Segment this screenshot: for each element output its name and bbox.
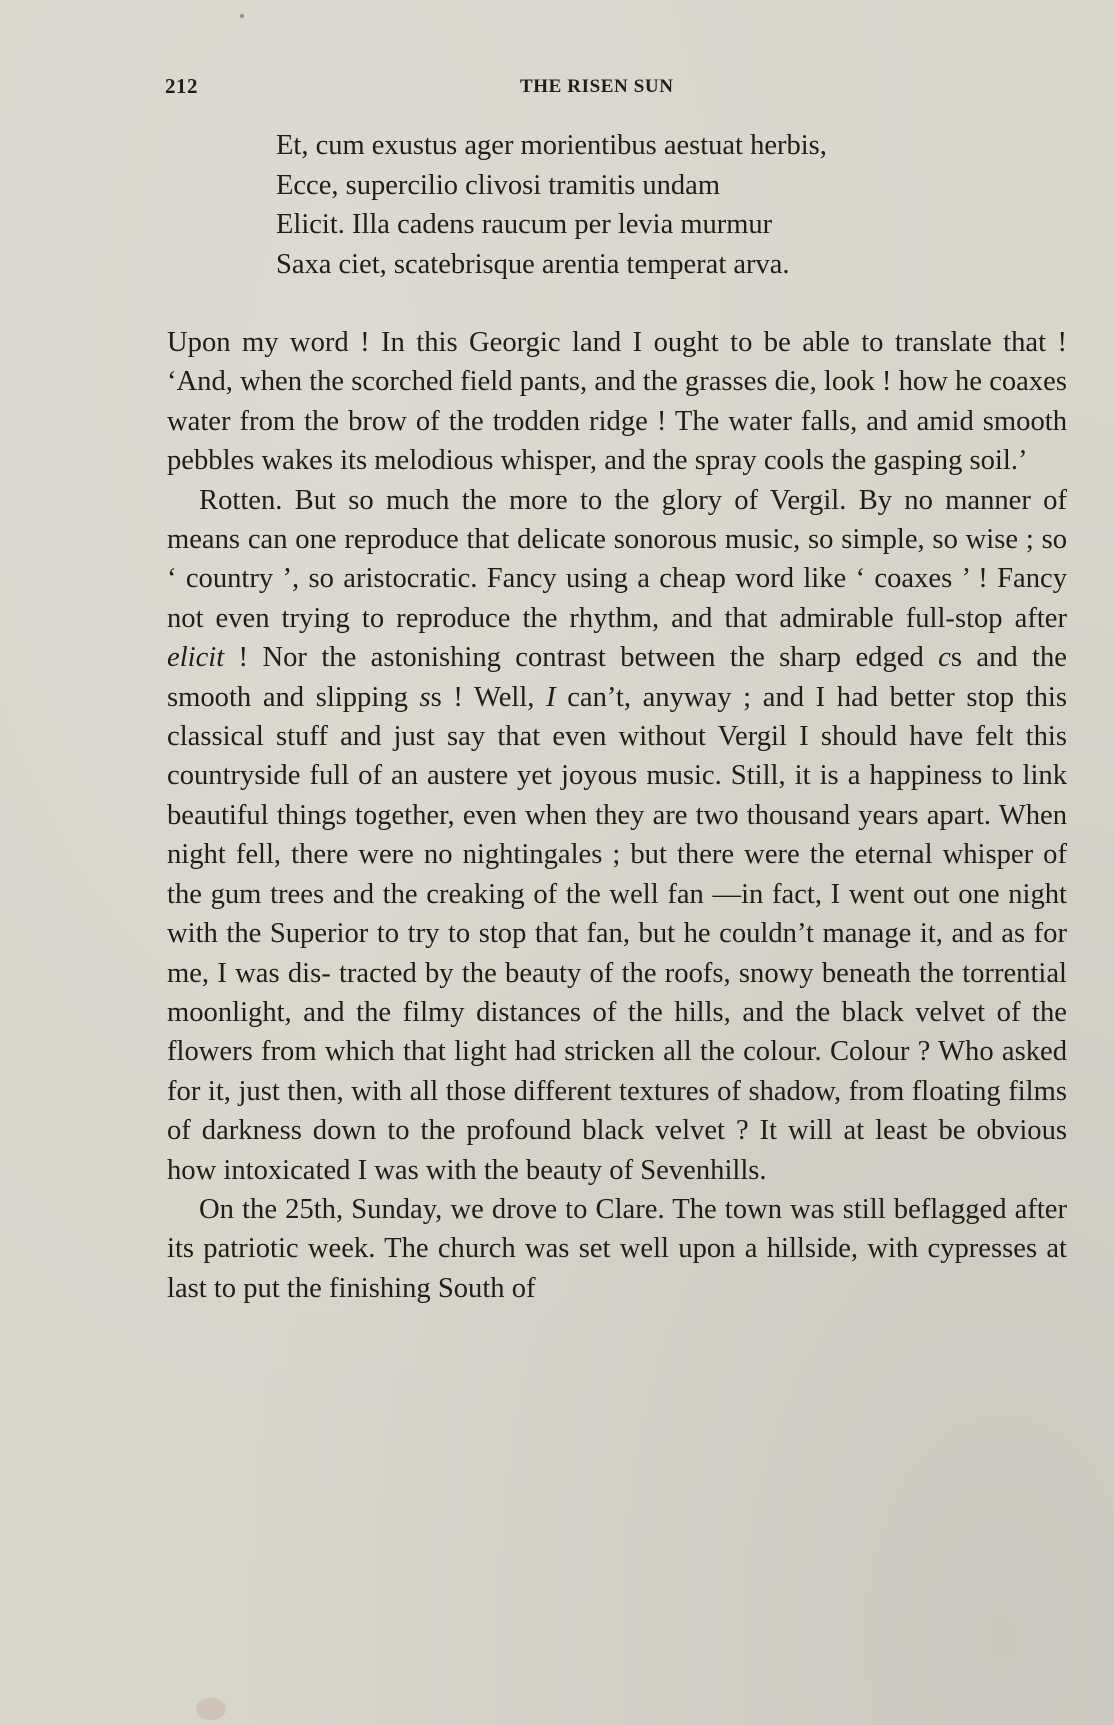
italic-c: c xyxy=(938,642,951,674)
latin-verse xyxy=(276,126,1036,284)
page-smudge xyxy=(196,1698,226,1720)
text-run: can’t, anyway ; and I had better stop this classical stuff and just say that even without Vergil I should have felt this countryside full of an austere yet joyous music. Still, it is a happiness to link beautiful things together, even when they are two thousand years apart. When night fell, there were no nightingales ; but there were the eternal whisper of the gum trees and the creaking of the well fan —in fact, I went out one night with the Superior to try to stop that fan, but he couldn’t manage it, and as for me, I was dis- tracted by the beauty of the roofs, snowy beneath the torrential moonlight, and the filmy distances of the hills, and the black velvet of the flowers from which that light had stricken all the colour. Colour ? Who asked for it, just then, with all those different textures of shadow, from floating films of darkness down to the profound black velvet ? It will at least be obvious how intoxicated I was with the beauty of Sevenhills. xyxy=(167,681,1067,1186)
italic-I: I xyxy=(546,681,556,713)
paragraph-translation: Upon my word ! In this Georgic land I ought to be able to translate that ! ‘And, when the scorched field pants, and the grasses die, look ! how he coaxes water from the brow of the trodden ridge ! The water falls, and amid smooth pebbles wakes its melodious whisper, and the spray cools the gasping soil.’ xyxy=(167,327,1067,477)
verse-line: Et, cum exustus ager morientibus aestuat herbis, xyxy=(276,130,827,161)
text-run: s ! Well, xyxy=(430,681,547,713)
italic-s: s xyxy=(419,681,431,713)
page-number: 212 xyxy=(165,74,198,98)
running-title: THE RISEN SUN xyxy=(520,76,674,97)
verse-line: Saxa ciet, scatebrisque arentia temperat arva. xyxy=(276,248,790,280)
page-header xyxy=(165,74,1065,104)
text-run: s and the smooth and slipping xyxy=(167,642,1067,713)
verse-line: Elicit. Illa cadens raucum per levia murmur xyxy=(276,209,773,240)
paragraph-rotten xyxy=(167,481,1067,1190)
page-speck xyxy=(240,14,244,18)
text-run: ! Nor the astonishing contrast between the sharp edged xyxy=(224,642,939,674)
italic-elicit: elicit xyxy=(167,642,225,674)
body-text xyxy=(167,323,1067,1308)
verse-line: Ecce, supercilio clivosi tramitis undam xyxy=(276,169,721,201)
paragraph-clare: On the 25th, Sunday, we drove to Clare. The town was still beflagged after its patriotic week. The church was set well upon a hillside, with cypresses at last to put the finishing South of xyxy=(167,1193,1067,1304)
text-run: Rotten. But so much the more to the glory of Vergil. By no manner of means can one reproduce that delicate sonorous music, so simple, so wise ; so ‘ country ’, so aristocratic. Fancy using a cheap word like ‘ coaxes ’ ! Fancy not even trying to reproduce the rhythm, and that admirable full-stop after xyxy=(167,484,1067,634)
